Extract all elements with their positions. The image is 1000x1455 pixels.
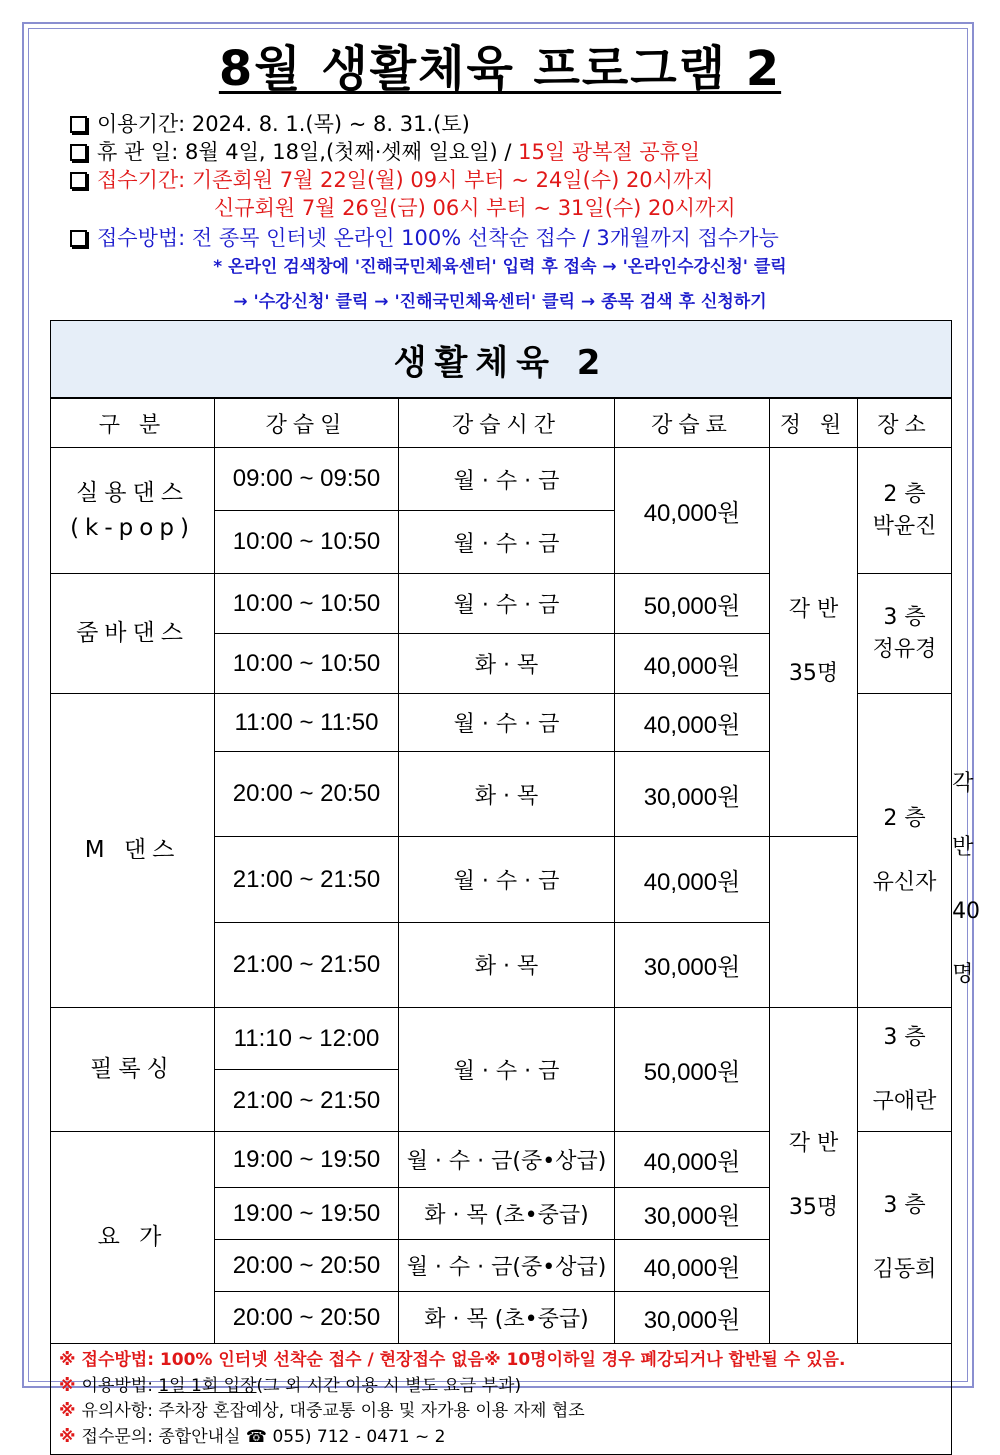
capacity-cell: 각 반 35명 [770, 1008, 858, 1344]
time-cell: 11:00 ~ 11:50 [215, 694, 399, 752]
days-cell: 화 · 목 [399, 752, 615, 837]
time-cell: 10:00 ~ 10:50 [215, 634, 399, 694]
place-cell: 3 층 정유경 [858, 574, 952, 694]
category-zumba-dance: 줌바댄스 [51, 574, 215, 694]
time-cell: 10:00 ~ 10:50 [215, 511, 399, 574]
days-cell: 월 · 수 · 금 [399, 511, 615, 574]
info-period: 이용기간: 2024. 8. 1.(목) ~ 8. 31.(토) [70, 108, 470, 138]
days-cell: 월 · 수 · 금 [399, 574, 615, 634]
category-pilboxing: 필록싱 [51, 1008, 215, 1132]
time-cell: 21:00 ~ 21:50 [215, 1070, 399, 1132]
header-place: 장소 [858, 398, 952, 448]
days-cell: 화 · 목 (초•중급) [399, 1188, 615, 1240]
time-cell: 20:00 ~ 20:50 [215, 1240, 399, 1292]
fee-cell: 30,000원 [615, 1188, 770, 1240]
category-m-dance: M 댄스 [51, 694, 215, 1008]
time-cell: 09:00 ~ 09:50 [215, 448, 399, 511]
table-caption: 생활체육 2 [51, 321, 952, 399]
days-cell: 월 · 수 · 금 [399, 448, 615, 511]
page-title: 8월 생활체육 프로그램 2 [218, 41, 782, 97]
time-cell: 19:00 ~ 19:50 [215, 1188, 399, 1240]
time-cell: 21:00 ~ 21:50 [215, 837, 399, 922]
guide-line-2: → '수강신청' 클릭 → '진해국민체육센터' 클릭 → 종목 검색 후 신청하기 [233, 292, 767, 312]
time-cell: 11:10 ~ 12:00 [215, 1008, 399, 1070]
fee-cell: 30,000원 [615, 1292, 770, 1344]
days-cell: 화 · 목 (초•중급) [399, 1292, 615, 1344]
header-time: 강습일 [215, 398, 399, 448]
footer-line-contact: ※ 접수문의: 종합안내실 ☎ 055) 712 - 0471 ~ 2 [59, 1426, 446, 1447]
time-cell: 20:00 ~ 20:50 [215, 1292, 399, 1344]
info-method: 접수방법: 전 종목 인터넷 온라인 100% 선착순 접수 / 3개월까지 접수가능 [70, 222, 779, 252]
capacity-cell: 각 반 35명 [770, 448, 858, 837]
header-capacity: 정 원 [770, 398, 858, 448]
days-cell: 화 · 목 [399, 634, 615, 694]
category-yoga: 요 가 [51, 1132, 215, 1344]
place-cell: 3 층 김동희 [858, 1132, 952, 1344]
footer-line-caution: ※ 유의사항: 주차장 혼잡예상, 대중교통 이용 및 자가용 이용 자제 협조 [59, 1401, 585, 1422]
fee-cell: 30,000원 [615, 922, 770, 1007]
days-cell: 월 · 수 · 금(중•상급) [399, 1132, 615, 1188]
days-cell: 화 · 목 [399, 922, 615, 1007]
header-fee: 강습료 [615, 398, 770, 448]
days-cell: 월 · 수 · 금 [399, 837, 615, 922]
info-reception: 접수기간: 기존회원 7월 22일(월) 09시 부터 ~ 24일(수) 20시까지 [70, 164, 714, 194]
fee-cell: 50,000원 [615, 1008, 770, 1132]
fee-cell: 40,000원 [615, 1132, 770, 1188]
schedule-table: 생활체육 2 구 분 강습일 강습시간 강습료 정 원 장소 실용댄스 (k-pop) 09:00 ~ 09:50 월 · 수 · 금 40,000원 각 반 35명 2 층 박윤진 10:00 ~ 10:50 월 · 수 · 금 줌바댄스 10:00 ~ 10:50 월 · 수 · 금 50,000원 3 층 정유경 10:00 ~ 10:50 화 · 목 40,000원 M 댄스 11:00 ~ 11:50 월 · 수 · 금 40,000원 2 층 유신자 20:00 ~ 20:50 화 · 목 30,000원 각 반 40명 21:00 ~ 21:50 월 · 수 · 금 40,000원 21:00 ~ 21:50 화 · 목 30,000원 필록싱 11:10 ~ 12:00 월 · 수 · 금 50,000원 각 반 35명 3 층 구애란 21:00 ~ 21:50 요 가 19:00 ~ 19:50 월 · 수 · 금(중•상급) 40,000원 3 층 김동희 19:00 ~ 19:50 화 · 목 (초•중급) 30,000원 20:00 ~ 20:50 월 · 수 · 금(중•상급) 40,000원 20:00 ~ 20:50 화 · 목 (초•중급) 30,000원 ※ 접수방법: 100% 인터넷 선착순 접수 / 현장접수 없음※ 10명이하일 경우 폐강되거나 합반될 수 있음. ※ 이용방법: 1일 1회 입장(그 외 시간 이용 시 별도 요금 부과) ※ 유의사항: 주차장 혼잡예상, 대중교통 이용 및 자가용 이용 자제 협조 ※ 접수문의: 종합안내실 ☎ 055) 712 - 0471 ~ 2 [50, 320, 952, 1455]
fee-cell: 30,000원 [615, 752, 770, 837]
fee-cell: 40,000원 [615, 694, 770, 752]
guide-line-1: * 온라인 검색창에 '진해국민체육센터' 입력 후 접속 → '온라인수강신청' 클릭 [213, 257, 787, 277]
place-cell: 2 층 유신자 [858, 694, 952, 1008]
place-cell: 2 층 박윤진 [858, 448, 952, 574]
days-cell: 월 · 수 · 금(중•상급) [399, 1240, 615, 1292]
fee-cell: 50,000원 [615, 574, 770, 634]
time-cell: 19:00 ~ 19:50 [215, 1132, 399, 1188]
fee-cell: 40,000원 [615, 1240, 770, 1292]
info-closed: 휴 관 일: 8월 4일, 18일,(첫째·셋째 일요일) / 15일 광복절 공휴일 [70, 136, 700, 166]
checkbox-icon [70, 116, 87, 133]
place-cell: 3 층 구애란 [858, 1008, 952, 1132]
fee-cell: 40,000원 [615, 448, 770, 574]
header-days: 강습시간 [399, 398, 615, 448]
days-cell: 월 · 수 · 금 [399, 1008, 615, 1132]
checkbox-icon [70, 144, 87, 161]
fee-cell: 40,000원 [615, 837, 770, 922]
checkbox-icon [70, 230, 87, 247]
footer-line-usage: ※ 이용방법: 1일 1회 입장(그 외 시간 이용 시 별도 요금 부과) [59, 1375, 522, 1396]
checkbox-icon [70, 172, 87, 189]
fee-cell: 40,000원 [615, 634, 770, 694]
info-reception-new: 신규회원 7월 26일(금) 06시 부터 ~ 31일(수) 20시까지 [214, 196, 736, 220]
footer-line-reception: ※ 접수방법: 100% 인터넷 선착순 접수 / 현장접수 없음※ 10명이하일 경우 폐강되거나 합반될 수 있음. [59, 1350, 846, 1371]
days-cell: 월 · 수 · 금 [399, 694, 615, 752]
category-silyong-dance: 실용댄스 (k-pop) [51, 448, 215, 574]
time-cell: 20:00 ~ 20:50 [215, 752, 399, 837]
header-category: 구 분 [51, 398, 215, 448]
time-cell: 21:00 ~ 21:50 [215, 922, 399, 1007]
time-cell: 10:00 ~ 10:50 [215, 574, 399, 634]
footer-notes [51, 1344, 952, 1455]
